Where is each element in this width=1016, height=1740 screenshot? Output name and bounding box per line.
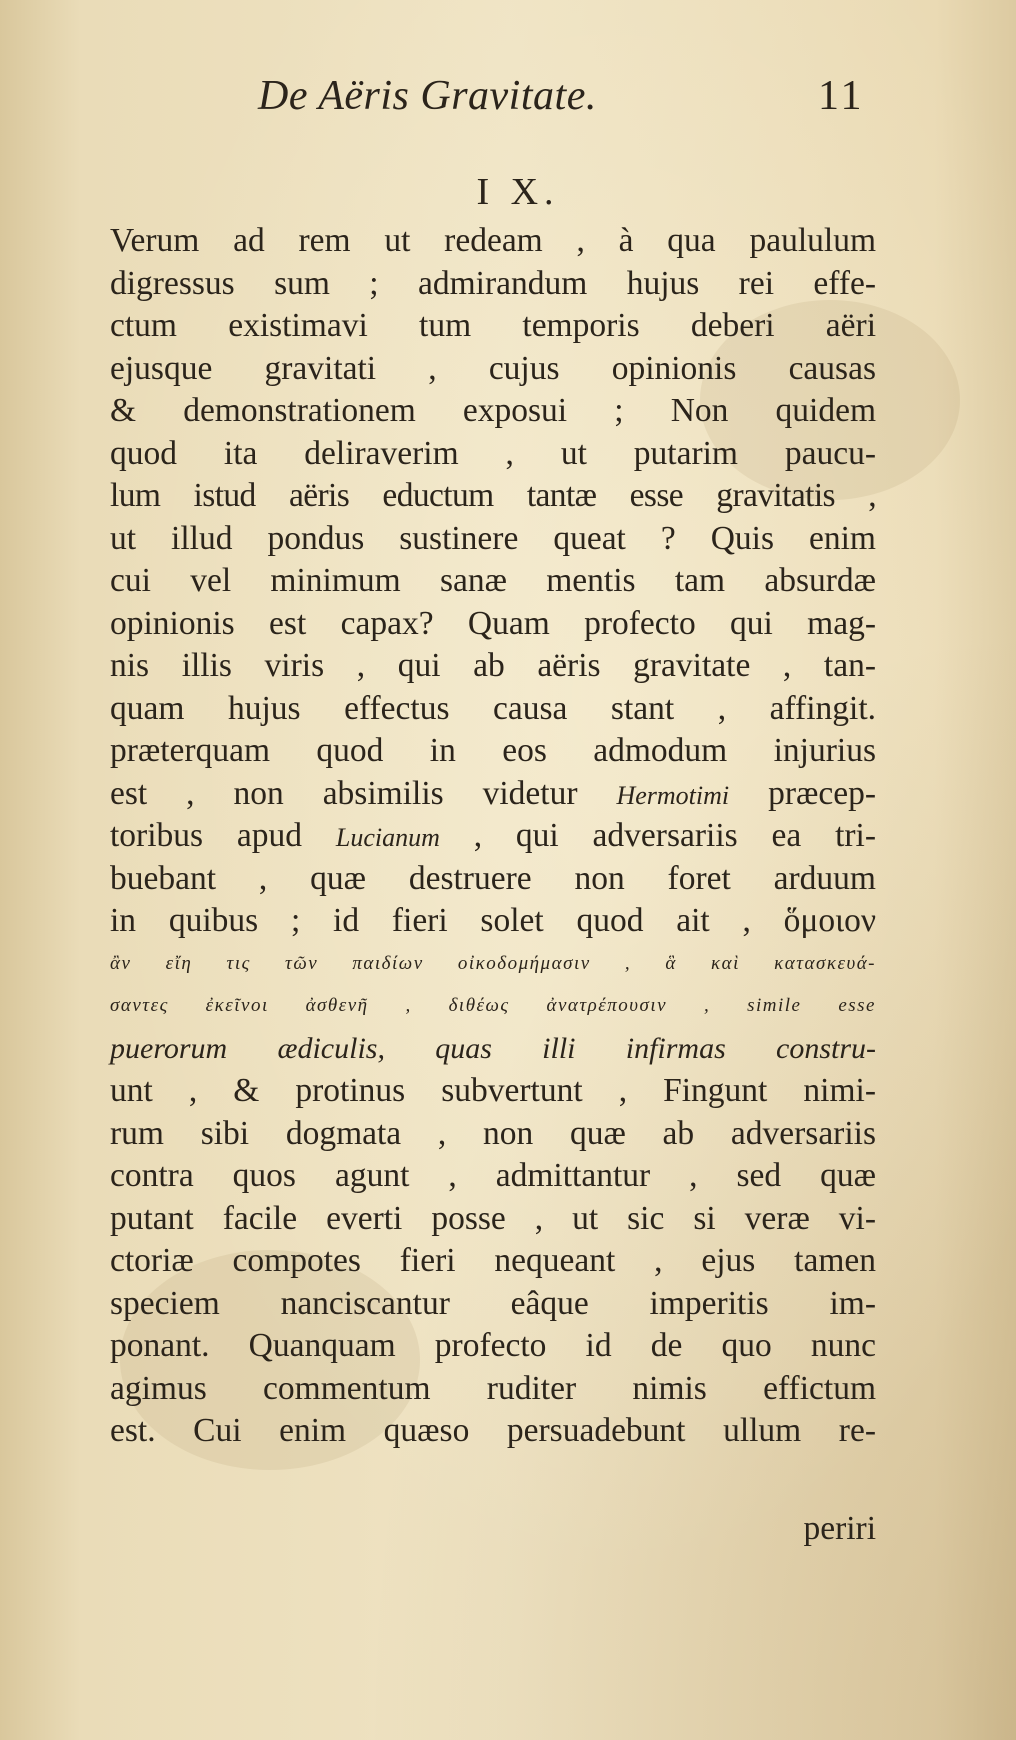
text-line-hermotimi [110,773,876,816]
italic-line: puerorum ædiculis, quas illi infirmas constru- [110,1031,876,1065]
text-line: speciem nanciscantur eâque imperitis im- [110,1284,876,1322]
text-line: ponant. Quanquam profecto id de quo nunc [110,1327,876,1364]
text-line: ejusque gravitati , cujus opinionis causas [110,349,876,387]
text-line: quod ita deliraverim , ut putarim paucu- [110,434,876,472]
text-line: ctoriæ compotes fieri nequeant , ejus tamen [110,1242,876,1279]
text-line: quam hujus effectus causa stant , affingit. [110,689,876,727]
text-line: opinionis est capax? Quam profecto qui mag- [110,604,876,642]
text-line: & demonstrationem exposui ; Non quidem [110,392,876,429]
text-line: nis illis viris , qui ab aëris gravitate , tan- [110,647,876,684]
page-number: 11 [818,73,865,119]
text-line: lum istud aëris eductum tantæ esse gravitatis , [110,477,876,514]
running-head [0,72,1016,122]
text-fragment: præcep- [768,774,876,812]
text-line: in quibus ; id fieri solet quod ait , ὅμοιον [110,902,876,939]
text-fragment: , qui adversariis ea tri- [473,817,877,854]
name-hermotimi: Hermotimi [616,780,730,810]
text-line: putant facile everti posse , ut sic si veræ vi- [110,1199,876,1237]
catchword: periri [803,1510,876,1547]
text-line: rum sibi dogmata , non quæ ab adversariis [110,1114,876,1152]
text-line: unt , & protinus subvertunt , Fingunt nimi- [110,1072,876,1109]
text-line: buebant , quæ destruere non foret arduum [110,859,876,897]
text-line: ctum existimavi tum temporis deberi aëri [110,307,876,344]
text-line: est. Cui enim quæso persuadebunt ullum re- [110,1412,876,1449]
text-line-lucianum [110,815,876,858]
text-line: ut illud pondus sustinere queat ? Quis enim [110,519,876,557]
text-fragment: toribus apud [110,817,303,854]
text-line: Verum ad rem ut redeam , à qua paululum [110,222,876,259]
greek-line: ἂν εἴη τις τῶν παιδίων οἰκοδομήμασιν , ἃ καὶ κατασκευά- [110,952,876,974]
greek-line: σαντες ἐκεῖνοι ἀσθενῆ , διθέως ἀνατρέπουσιν , simile esse [110,995,876,1016]
text-fragment: est , non absimilis videtur [110,774,578,812]
running-title: De Aëris Gravitate. [258,73,597,119]
name-lucianum: Lucianum [335,823,440,852]
text-line: præterquam quod in eos admodum injurius [110,732,876,769]
section-number: I X. [476,171,560,213]
text-line: cui vel minimum sanæ mentis tam absurdæ [110,562,876,599]
text-line: digressus sum ; admirandum hujus rei effe- [110,264,876,302]
text-line: agimus commentum ruditer nimis effictum [110,1369,876,1407]
body-text [110,220,876,1453]
text-line: contra quos agunt , admittantur , sed quæ [110,1157,876,1194]
